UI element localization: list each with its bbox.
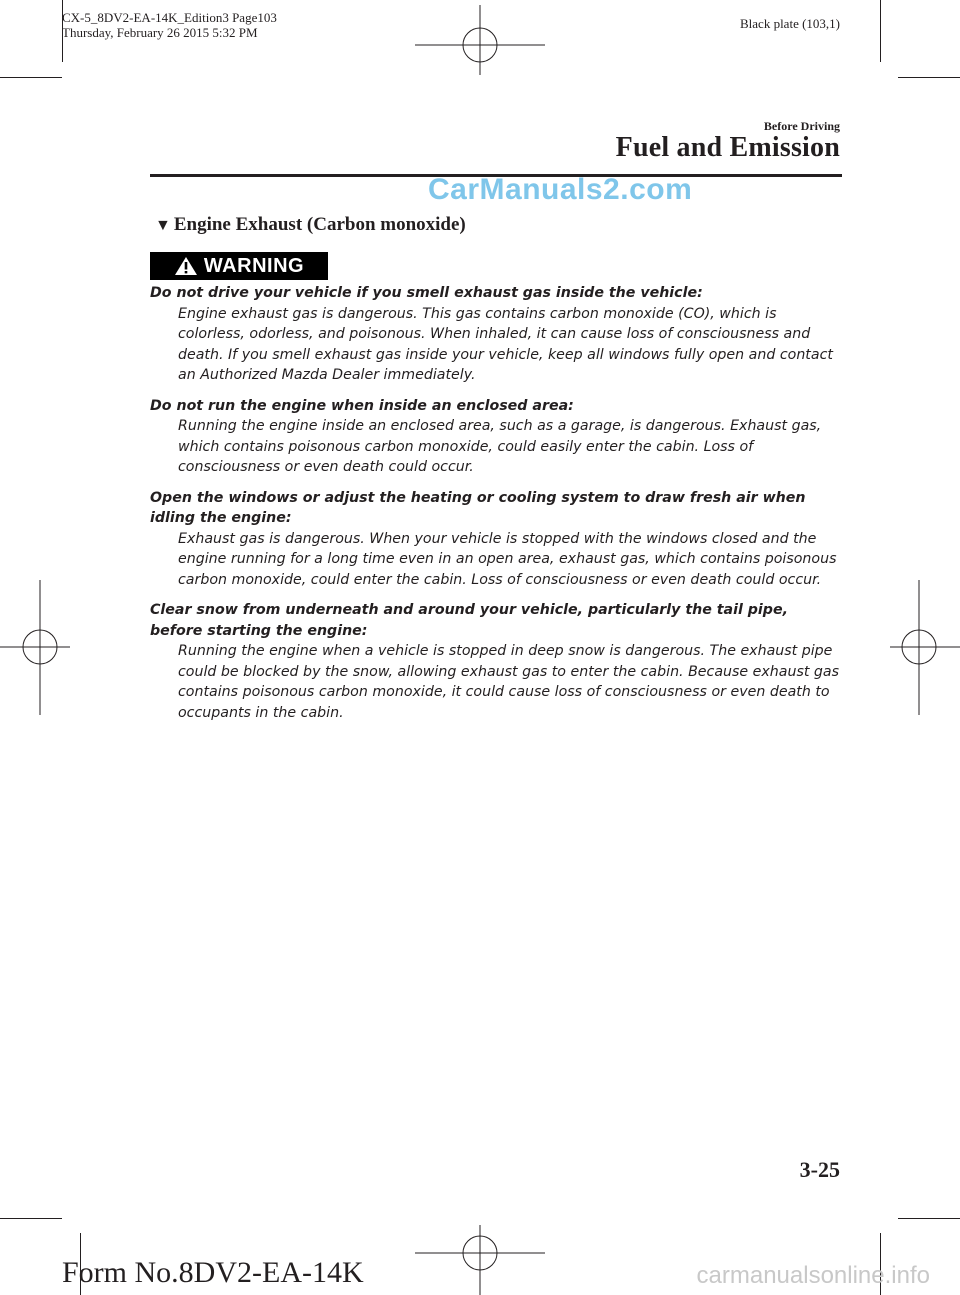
crop-mark — [0, 1218, 62, 1219]
warning-item — [150, 283, 845, 386]
crop-mark — [898, 1218, 960, 1219]
chapter-title: Fuel and Emission — [615, 132, 840, 163]
print-metadata — [62, 10, 277, 40]
crop-mark — [0, 77, 62, 78]
warning-item-text: Engine exhaust gas is dangerous. This gas contains carbon monoxide (CO), which is colorless, odorless, and poisonous. When inhaled, it can cause loss of consciousness and death. If you smell exhaust gas inside your vehicle, keep all windows fully open and contact an Authorized Mazda Dealer immediately. — [178, 305, 833, 383]
print-meta-line-1: CX-5_8DV2-EA-14K_Edition3 Page103 — [62, 10, 277, 25]
page-number: 3-25 — [799, 1157, 840, 1182]
warning-content — [150, 283, 845, 733]
warning-triangle-icon — [174, 256, 198, 276]
registration-mark-top — [415, 5, 545, 75]
warning-item-text: Exhaust gas is dangerous. When your vehicle is stopped with the windows closed and the engine running for a long time even in an open area, exhaust gas, which contains poisonous carbon monoxide, could enter the cabin. Loss of consciousness or even death could occur. — [178, 530, 837, 588]
warning-item-title: Open the windows or adjust the heating or cooling system to draw fresh air when idling the engine: — [150, 489, 806, 526]
warning-item — [150, 396, 845, 478]
registration-mark-left — [0, 580, 70, 715]
warning-item-title: Do not drive your vehicle if you smell exhaust gas inside the vehicle: — [150, 285, 703, 301]
heading-text: Engine Exhaust (Carbon monoxide) — [173, 214, 466, 235]
section-title: Before Driving — [763, 119, 840, 133]
warning-banner — [150, 252, 328, 280]
site-watermark[interactable]: carmanualsonline.info — [696, 1262, 930, 1289]
watermark-logo: CarManuals2.com — [428, 173, 693, 206]
crop-mark — [880, 0, 881, 62]
crop-mark — [898, 77, 960, 78]
registration-mark-right — [890, 580, 960, 715]
warning-item-title: Do not run the engine when inside an enclosed area: — [150, 397, 574, 414]
warning-item-text: Running the engine inside an enclosed area, such as a garage, is dangerous. Exhaust gas, which contains poisonous carbon monoxide, could easily enter the cabin. Loss of consciousness or even death could occur. — [178, 418, 822, 475]
black-plate-label: Black plate (103,1) — [740, 16, 840, 31]
heading-triangle-icon: ▼ — [155, 217, 171, 234]
warning-item-text: Running the engine when a vehicle is stopped in deep snow is dangerous. The exhaust pipe could be blocked by the snow, allowing exhaust gas to enter the cabin. Because exhaust gas contains poisonous carbon monoxide, it could cause loss of consciousness or even death to occupants in the cabin. — [178, 643, 840, 721]
print-meta-line-2: Thursday, February 26 2015 5:32 PM — [62, 25, 258, 40]
form-number: Form No.8DV2-EA-14K — [62, 1256, 364, 1289]
warning-item — [150, 488, 845, 591]
registration-mark-bottom — [415, 1225, 545, 1295]
warning-item — [150, 600, 845, 723]
warning-item-title: Clear snow from underneath and around your vehicle, particularly the tail pipe, before starting the engine: — [150, 602, 788, 639]
subsection-heading — [155, 214, 466, 236]
warning-label: WARNING — [203, 254, 305, 277]
